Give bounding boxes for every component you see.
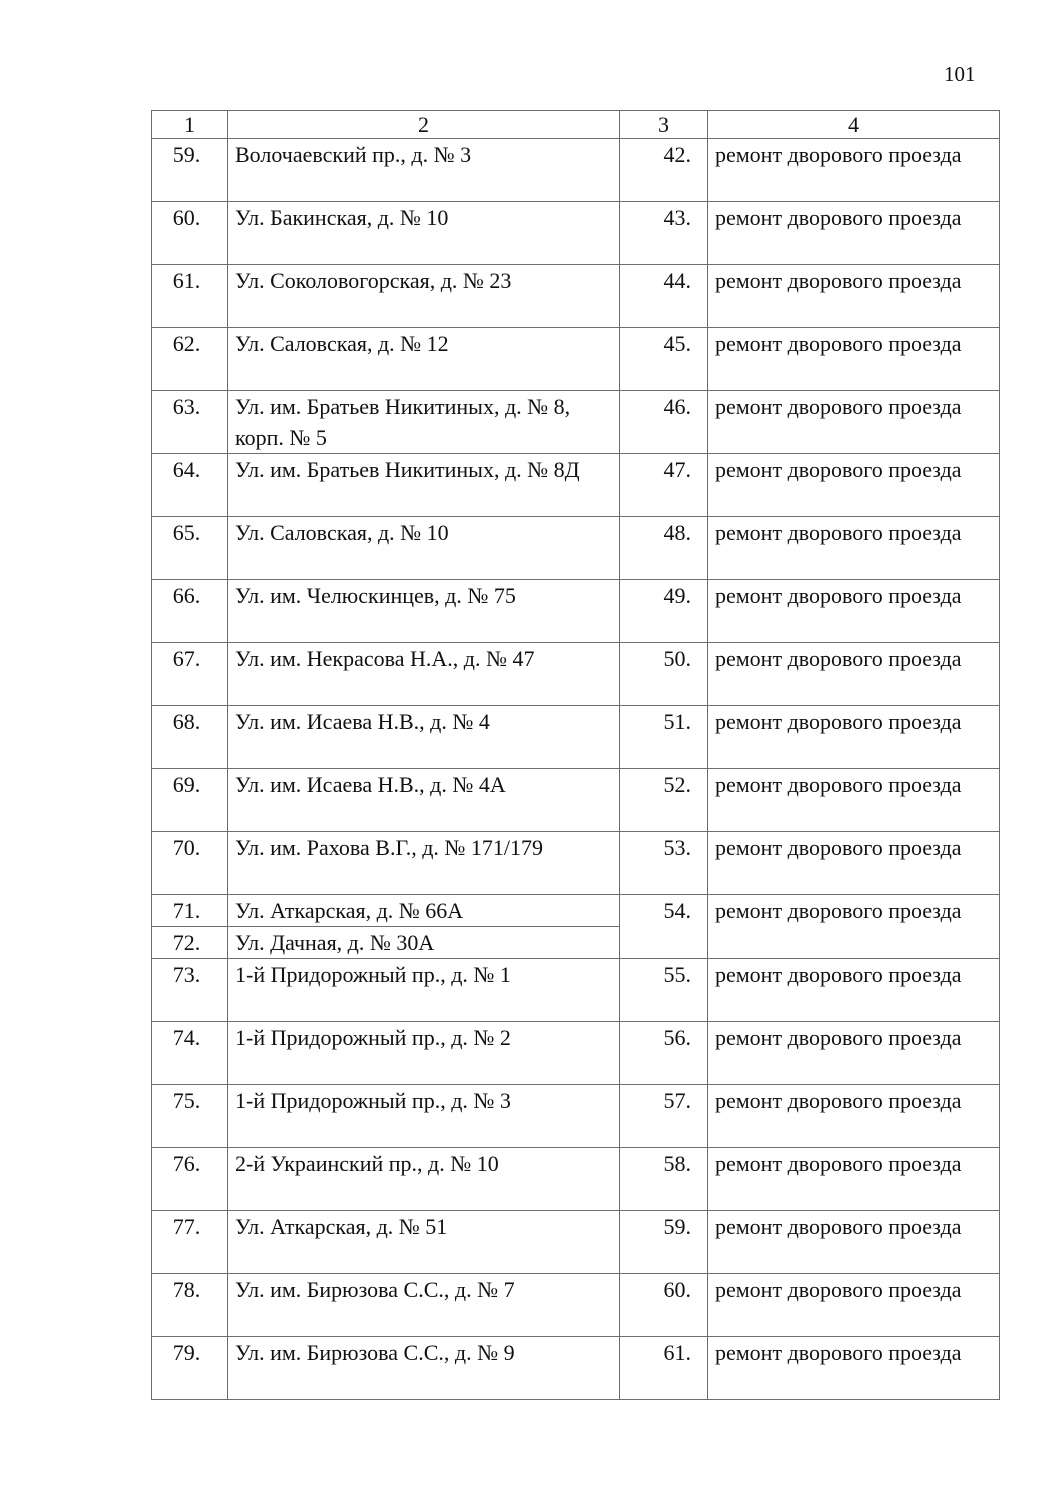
table-row xyxy=(152,1148,1000,1211)
row-number: 69. xyxy=(152,769,228,832)
work-type-cell: ремонт дворового проезда xyxy=(708,265,1000,328)
address-cell: Ул. им. Исаева Н.В., д. № 4А xyxy=(228,769,620,832)
object-number: 47. xyxy=(620,454,708,517)
work-type-cell: ремонт дворового проезда xyxy=(708,895,1000,959)
page-number: 101 xyxy=(944,62,976,86)
object-number: 46. xyxy=(620,391,708,454)
row-number: 79. xyxy=(152,1337,228,1400)
work-type-cell: ремонт дворового проезда xyxy=(708,1148,1000,1211)
address-cell: Ул. Соколовогорская, д. № 23 xyxy=(228,265,620,328)
table-row xyxy=(152,391,1000,454)
row-number: 70. xyxy=(152,832,228,895)
row-number: 65. xyxy=(152,517,228,580)
table-row xyxy=(152,832,1000,895)
row-number: 68. xyxy=(152,706,228,769)
table-row xyxy=(152,959,1000,1022)
object-number: 48. xyxy=(620,517,708,580)
address-cell: 1-й Придорожный пр., д. № 1 xyxy=(228,959,620,1022)
row-number: 72. xyxy=(152,927,228,959)
object-number: 45. xyxy=(620,328,708,391)
table-row xyxy=(152,202,1000,265)
work-type-cell: ремонт дворового проезда xyxy=(708,328,1000,391)
object-number: 59. xyxy=(620,1211,708,1274)
object-number: 61. xyxy=(620,1337,708,1400)
object-number: 52. xyxy=(620,769,708,832)
object-number: 44. xyxy=(620,265,708,328)
table-row xyxy=(152,1211,1000,1274)
row-number: 75. xyxy=(152,1085,228,1148)
address-cell: Ул. Дачная, д. № 30А xyxy=(228,927,620,959)
object-number: 60. xyxy=(620,1274,708,1337)
header-cell: 2 xyxy=(228,111,620,139)
work-type-cell: ремонт дворового проезда xyxy=(708,454,1000,517)
address-cell: Ул. им. Братьев Никитиных, д. № 8Д xyxy=(228,454,620,517)
object-number: 55. xyxy=(620,959,708,1022)
address-cell: Ул. Бакинская, д. № 10 xyxy=(228,202,620,265)
object-number: 54. xyxy=(620,895,708,959)
table-row xyxy=(152,454,1000,517)
object-number: 51. xyxy=(620,706,708,769)
object-number: 53. xyxy=(620,832,708,895)
header-cell: 1 xyxy=(152,111,228,139)
row-number: 64. xyxy=(152,454,228,517)
table-row xyxy=(152,517,1000,580)
table-row xyxy=(152,1274,1000,1337)
row-number: 76. xyxy=(152,1148,228,1211)
table-row xyxy=(152,1022,1000,1085)
work-type-cell: ремонт дворового проезда xyxy=(708,706,1000,769)
row-number: 63. xyxy=(152,391,228,454)
work-type-cell: ремонт дворового проезда xyxy=(708,832,1000,895)
work-type-cell: ремонт дворового проезда xyxy=(708,391,1000,454)
address-cell: Ул. им. Бирюзова С.С., д. № 9 xyxy=(228,1337,620,1400)
object-number: 43. xyxy=(620,202,708,265)
row-number: 60. xyxy=(152,202,228,265)
address-cell: Ул. Аткарская, д. № 66А xyxy=(228,895,620,927)
row-number: 74. xyxy=(152,1022,228,1085)
object-number: 58. xyxy=(620,1148,708,1211)
work-type-cell: ремонт дворового проезда xyxy=(708,517,1000,580)
table-row xyxy=(152,139,1000,202)
address-cell: Волочаевский пр., д. № 3 xyxy=(228,139,620,202)
work-type-cell: ремонт дворового проезда xyxy=(708,1211,1000,1274)
row-number: 62. xyxy=(152,328,228,391)
object-number: 56. xyxy=(620,1022,708,1085)
address-cell: Ул. им. Рахова В.Г., д. № 171/179 xyxy=(228,832,620,895)
object-number: 57. xyxy=(620,1085,708,1148)
address-cell: Ул. им. Исаева Н.В., д. № 4 xyxy=(228,706,620,769)
address-cell: 1-й Придорожный пр., д. № 2 xyxy=(228,1022,620,1085)
table-row xyxy=(152,328,1000,391)
header-cell: 3 xyxy=(620,111,708,139)
row-number: 67. xyxy=(152,643,228,706)
work-type-cell: ремонт дворового проезда xyxy=(708,643,1000,706)
table-row xyxy=(152,265,1000,328)
header-cell: 4 xyxy=(708,111,1000,139)
table-row xyxy=(152,1085,1000,1148)
object-number: 49. xyxy=(620,580,708,643)
address-cell: Ул. Аткарская, д. № 51 xyxy=(228,1211,620,1274)
row-number: 61. xyxy=(152,265,228,328)
table-header-row xyxy=(152,111,1000,139)
object-number: 42. xyxy=(620,139,708,202)
row-number: 73. xyxy=(152,959,228,1022)
address-cell: Ул. им. Братьев Никитиных, д. № 8, корп. № 5 xyxy=(228,391,620,454)
row-number: 59. xyxy=(152,139,228,202)
work-type-cell: ремонт дворового проезда xyxy=(708,1274,1000,1337)
address-cell: Ул. Саловская, д. № 10 xyxy=(228,517,620,580)
row-number: 71. xyxy=(152,895,228,927)
table-row xyxy=(152,769,1000,832)
address-cell: Ул. им. Некрасова Н.А., д. № 47 xyxy=(228,643,620,706)
row-number: 77. xyxy=(152,1211,228,1274)
address-cell: Ул. Саловская, д. № 12 xyxy=(228,328,620,391)
table-row xyxy=(152,643,1000,706)
work-type-cell: ремонт дворового проезда xyxy=(708,202,1000,265)
work-type-cell: ремонт дворового проезда xyxy=(708,769,1000,832)
work-type-cell: ремонт дворового проезда xyxy=(708,580,1000,643)
work-type-cell: ремонт дворового проезда xyxy=(708,139,1000,202)
work-type-cell: ремонт дворового проезда xyxy=(708,1022,1000,1085)
work-type-cell: ремонт дворового проезда xyxy=(708,1337,1000,1400)
work-type-cell: ремонт дворового проезда xyxy=(708,959,1000,1022)
work-type-cell: ремонт дворового проезда xyxy=(708,1085,1000,1148)
row-number: 66. xyxy=(152,580,228,643)
table-row xyxy=(152,706,1000,769)
table-row xyxy=(152,580,1000,643)
address-cell: 1-й Придорожный пр., д. № 3 xyxy=(228,1085,620,1148)
address-cell: Ул. им. Челюскинцев, д. № 75 xyxy=(228,580,620,643)
table-row xyxy=(152,895,1000,927)
row-number: 78. xyxy=(152,1274,228,1337)
address-cell: Ул. им. Бирюзова С.С., д. № 7 xyxy=(228,1274,620,1337)
table-row xyxy=(152,1337,1000,1400)
object-number: 50. xyxy=(620,643,708,706)
works-table xyxy=(151,110,1000,1400)
address-cell: 2-й Украинский пр., д. № 10 xyxy=(228,1148,620,1211)
